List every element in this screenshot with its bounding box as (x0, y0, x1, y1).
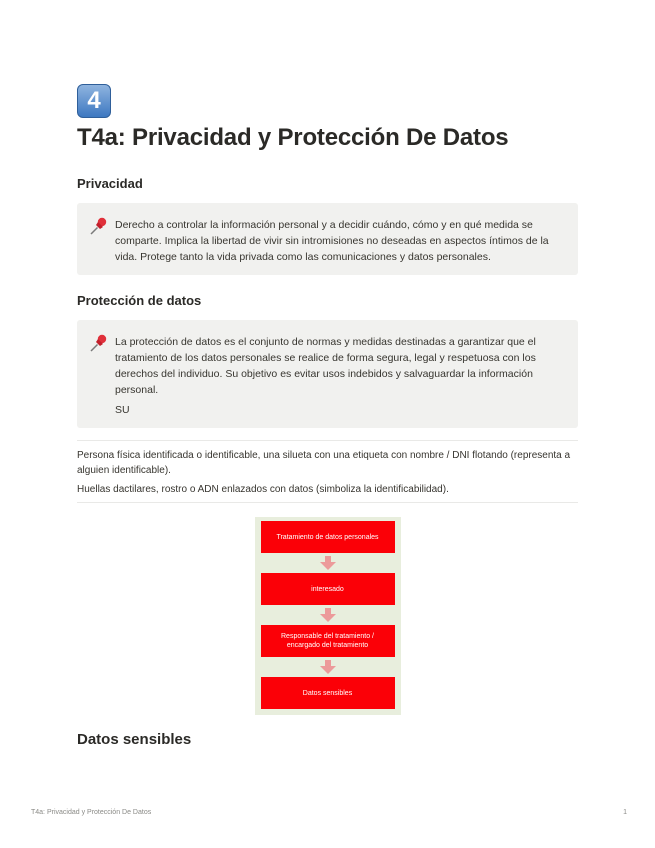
flow-box: Responsable del tratamiento / encargado del tratamiento (261, 625, 395, 657)
heading-privacidad: Privacidad (77, 176, 143, 191)
down-arrow-icon (320, 660, 336, 674)
flow-box: Tratamiento de datos personales (261, 521, 395, 553)
flow-diagram-image (255, 517, 401, 715)
pushpin-icon (89, 216, 109, 236)
flow-box: interesado (261, 573, 395, 605)
footer-page-number: 1 (623, 809, 627, 816)
heading-proteccion: Protección de datos (77, 293, 202, 308)
pushpin-icon (89, 333, 109, 353)
divider (77, 440, 578, 441)
paragraph: Persona física identificada o identificable, una silueta con una etiqueta con nombre / DNI flotando (representa a alguien identificable). (77, 450, 571, 476)
callout-extra-text: SU (115, 404, 130, 416)
paragraph: Huellas dactilares, rostro o ADN enlazados con datos (simboliza la identificabilidad). (77, 484, 449, 495)
callout-text: Derecho a controlar la información personal y a decidir cuándo, cómo y en qué medida se comparte. Implica la libertad de vivir sin intromisiones no deseadas en aspectos íntimos de la vida. Protege tanto la vida privada como las comunicaciones y datos personales. (115, 219, 549, 263)
callout-privacidad (77, 203, 578, 275)
down-arrow-icon (320, 556, 336, 570)
callout-text: La protección de datos es el conjunto de normas y medidas destinadas a garantizar que el tratamiento de los datos personales se realice de forma segura, legal y respetuosa con los derechos del individuo. Su objetivo es evitar usos indebidos y salvaguardar la información personal. (115, 336, 536, 396)
page-title: T4a: Privacidad y Protección De Datos (77, 124, 509, 151)
footer-title: T4a: Privacidad y Protección De Datos (31, 809, 152, 816)
heading-datos-sensibles: Datos sensibles (77, 731, 192, 748)
page-content (77, 84, 578, 748)
flow-box: Datos sensibles (261, 677, 395, 709)
callout-proteccion (77, 320, 578, 428)
divider (77, 502, 578, 503)
number-badge-icon: 4 (77, 84, 111, 118)
down-arrow-icon (320, 608, 336, 622)
